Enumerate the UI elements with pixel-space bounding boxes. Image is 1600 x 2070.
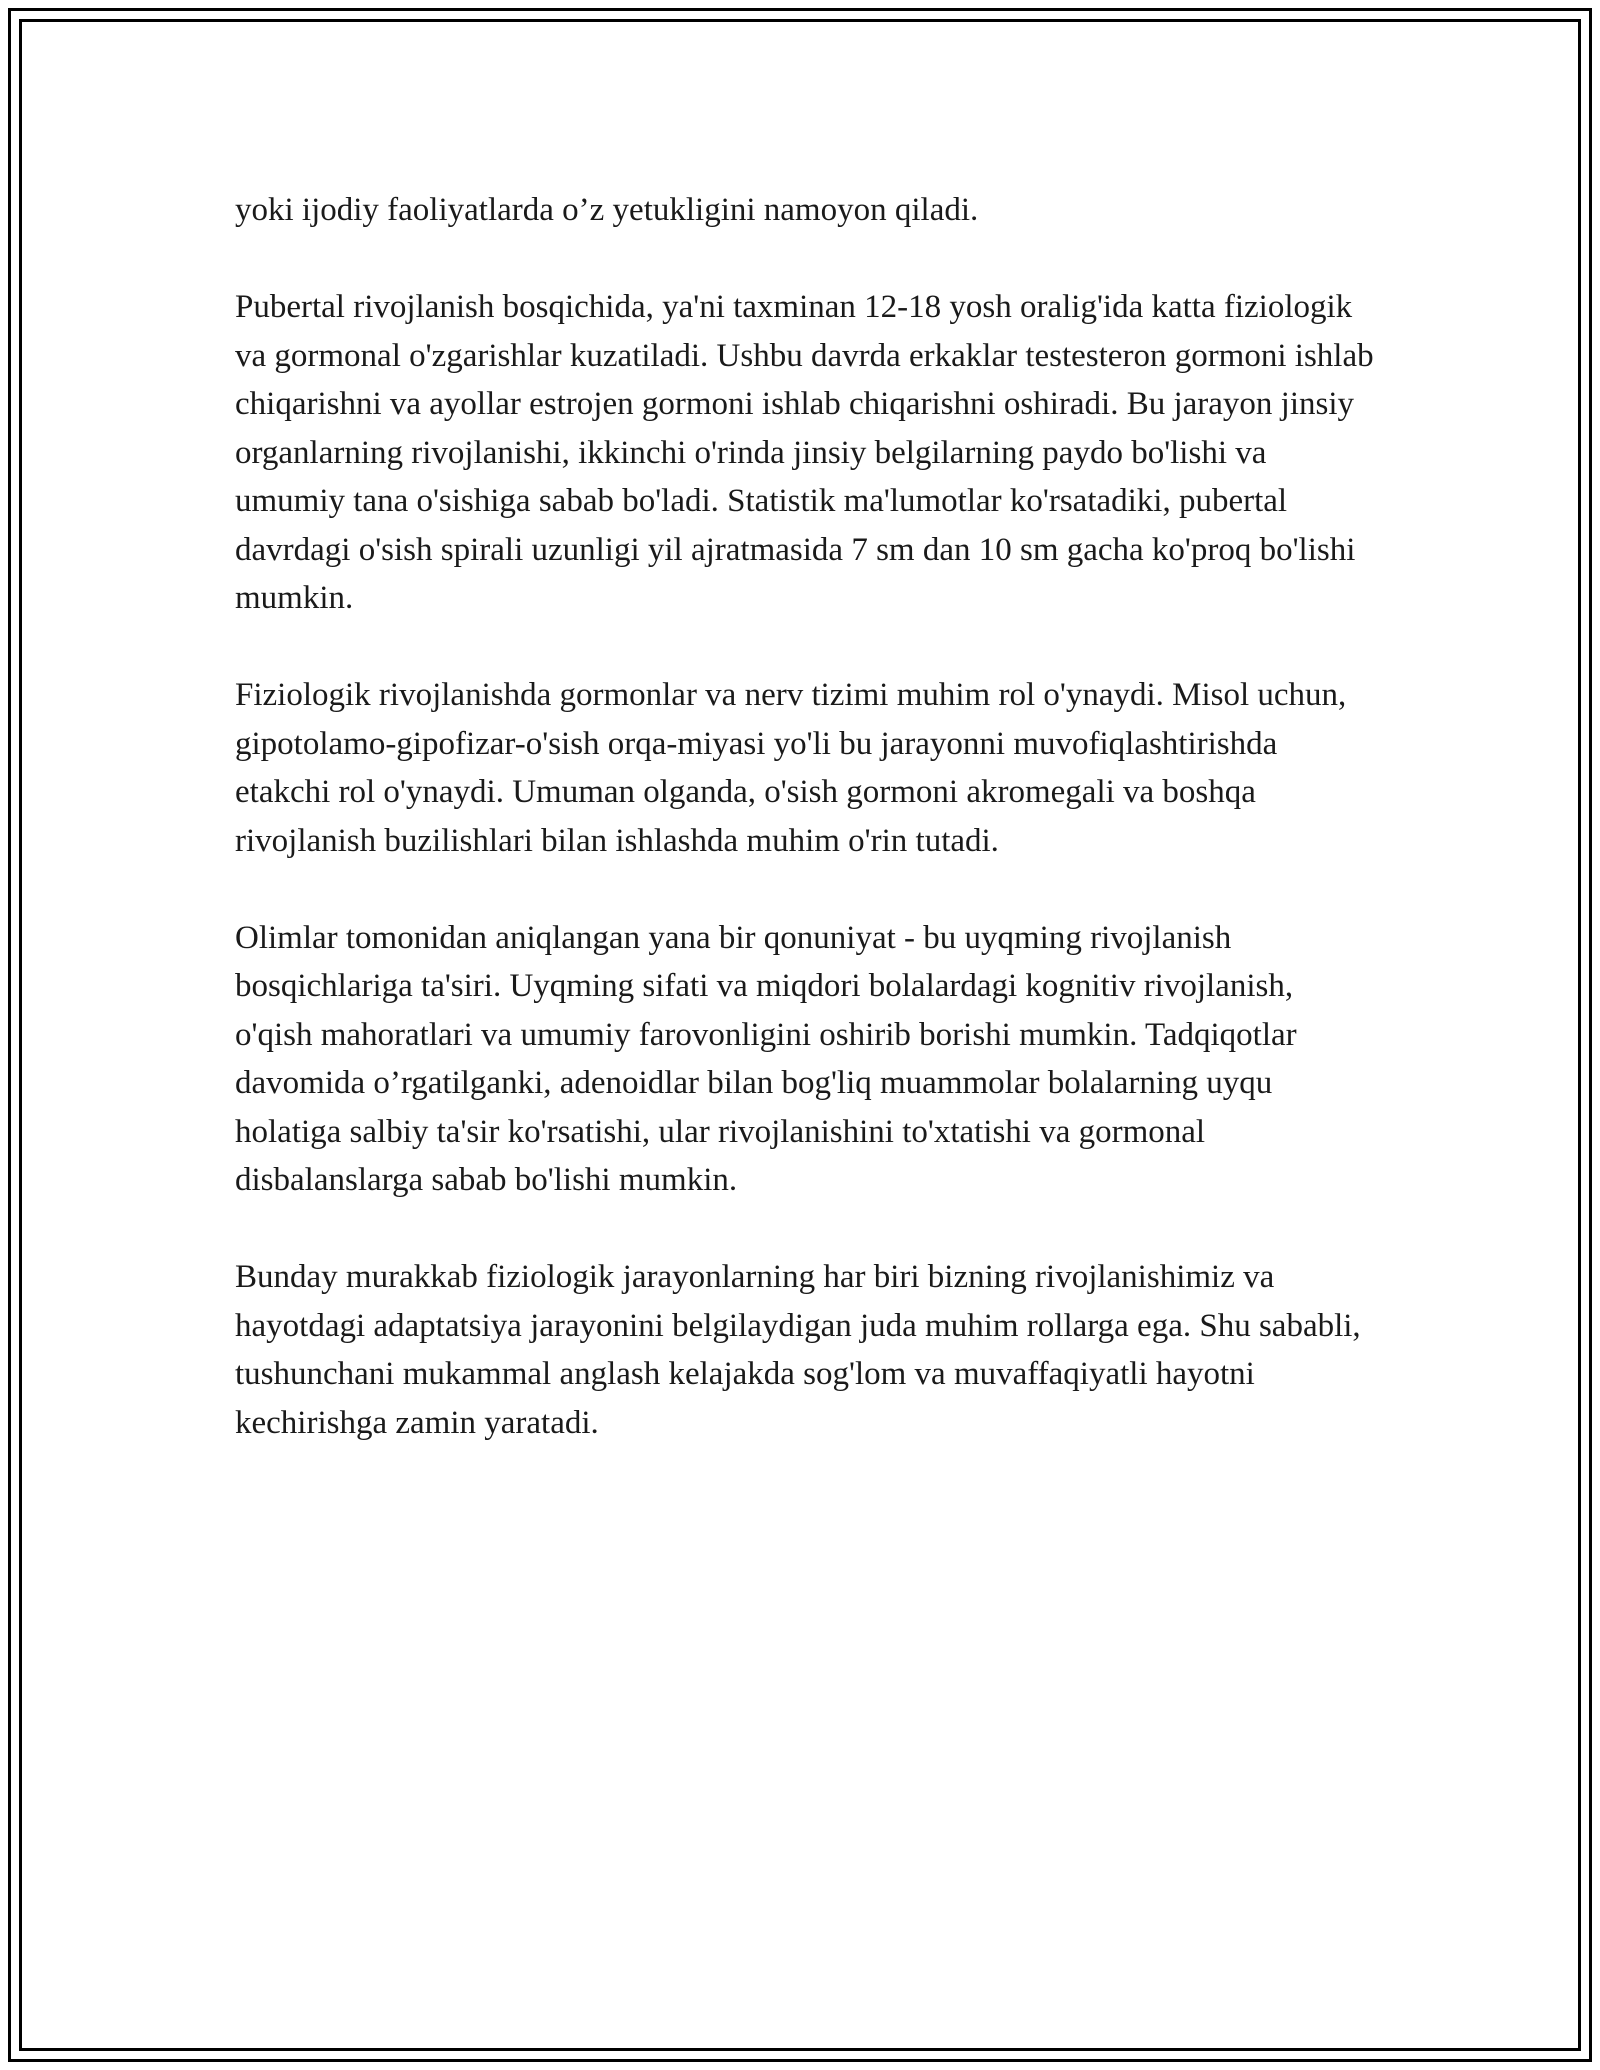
paragraph-5: Bunday murakkab fiziologik jarayonlarning har biri bizning rivojlanishimiz va hayotdagi adaptatsiya jarayonini belgilaydigan juda muhim rollarga ega. Shu sababli, tushunchani mukammal anglash kelajakda sog'lom va muvaffaqiyatli hayotni kechirishga zamin yaratadi. — [235, 1259, 1361, 1441]
paragraph-3: Fiziologik rivojlanishda gormonlar va nerv tizimi muhim rol o'ynaydi. Misol uchun, gipotolamo-gipofizar-o'sish orqa-miyasi yo'li bu jarayonni muvofiqlashtirishda etakchi rol o'ynaydi. Umuman olganda, o'sish gormoni akromegali va boshqa rivojlanish buzilishlari bilan ishlashda muhim o'rin tutadi. — [235, 677, 1347, 859]
paragraph-4: Olimlar tomonidan aniqlangan yana bir qonuniyat - bu uyqming rivojlanish bosqichlariga ta'siri. Uyqming sifati va miqdori bolalardagi kognitiv rivojlanish, o'qish mahoratlari va umumiy farovonligini oshirib borishi mumkin. Tadqiqotlar davomida o’rgatilganki, adenoidlar bilan bog'liq muammolar bolalarning uyqu holatiga salbiy ta'sir ko'rsatishi, ular rivojlanishini to'xtatishi va gormonal disbalanslarga sabab bo'lishi mumkin. — [235, 919, 1297, 1198]
paragraph-1: yoki ijodiy faoliyatlarda o’z yetukligini namoyon qiladi. — [235, 192, 979, 228]
document-body — [235, 186, 1375, 1496]
paragraph-2: Pubertal rivojlanish bosqichida, ya'ni taxminan 12-18 yosh oralig'ida katta fiziologik va gormonal o'zgarishlar kuzatiladi. Ushbu davrda erkaklar testesteron gormoni ishlab chiqarishni va ayollar estrojen gormoni ishlab chiqarishni oshiradi. Bu jarayon jinsiy organlarning rivojlanishi, ikkinchi o'rinda jinsiy belgilarning paydo bo'lishi va umumiy tana o'sishiga sabab bo'ladi. Statistik ma'lumotlar ko'rsatadiki, pubertal davrdagi o'sish spirali uzunligi yil ajratmasida 7 sm dan 10 sm gacha ko'proq bo'lishi mumkin. — [235, 289, 1374, 616]
